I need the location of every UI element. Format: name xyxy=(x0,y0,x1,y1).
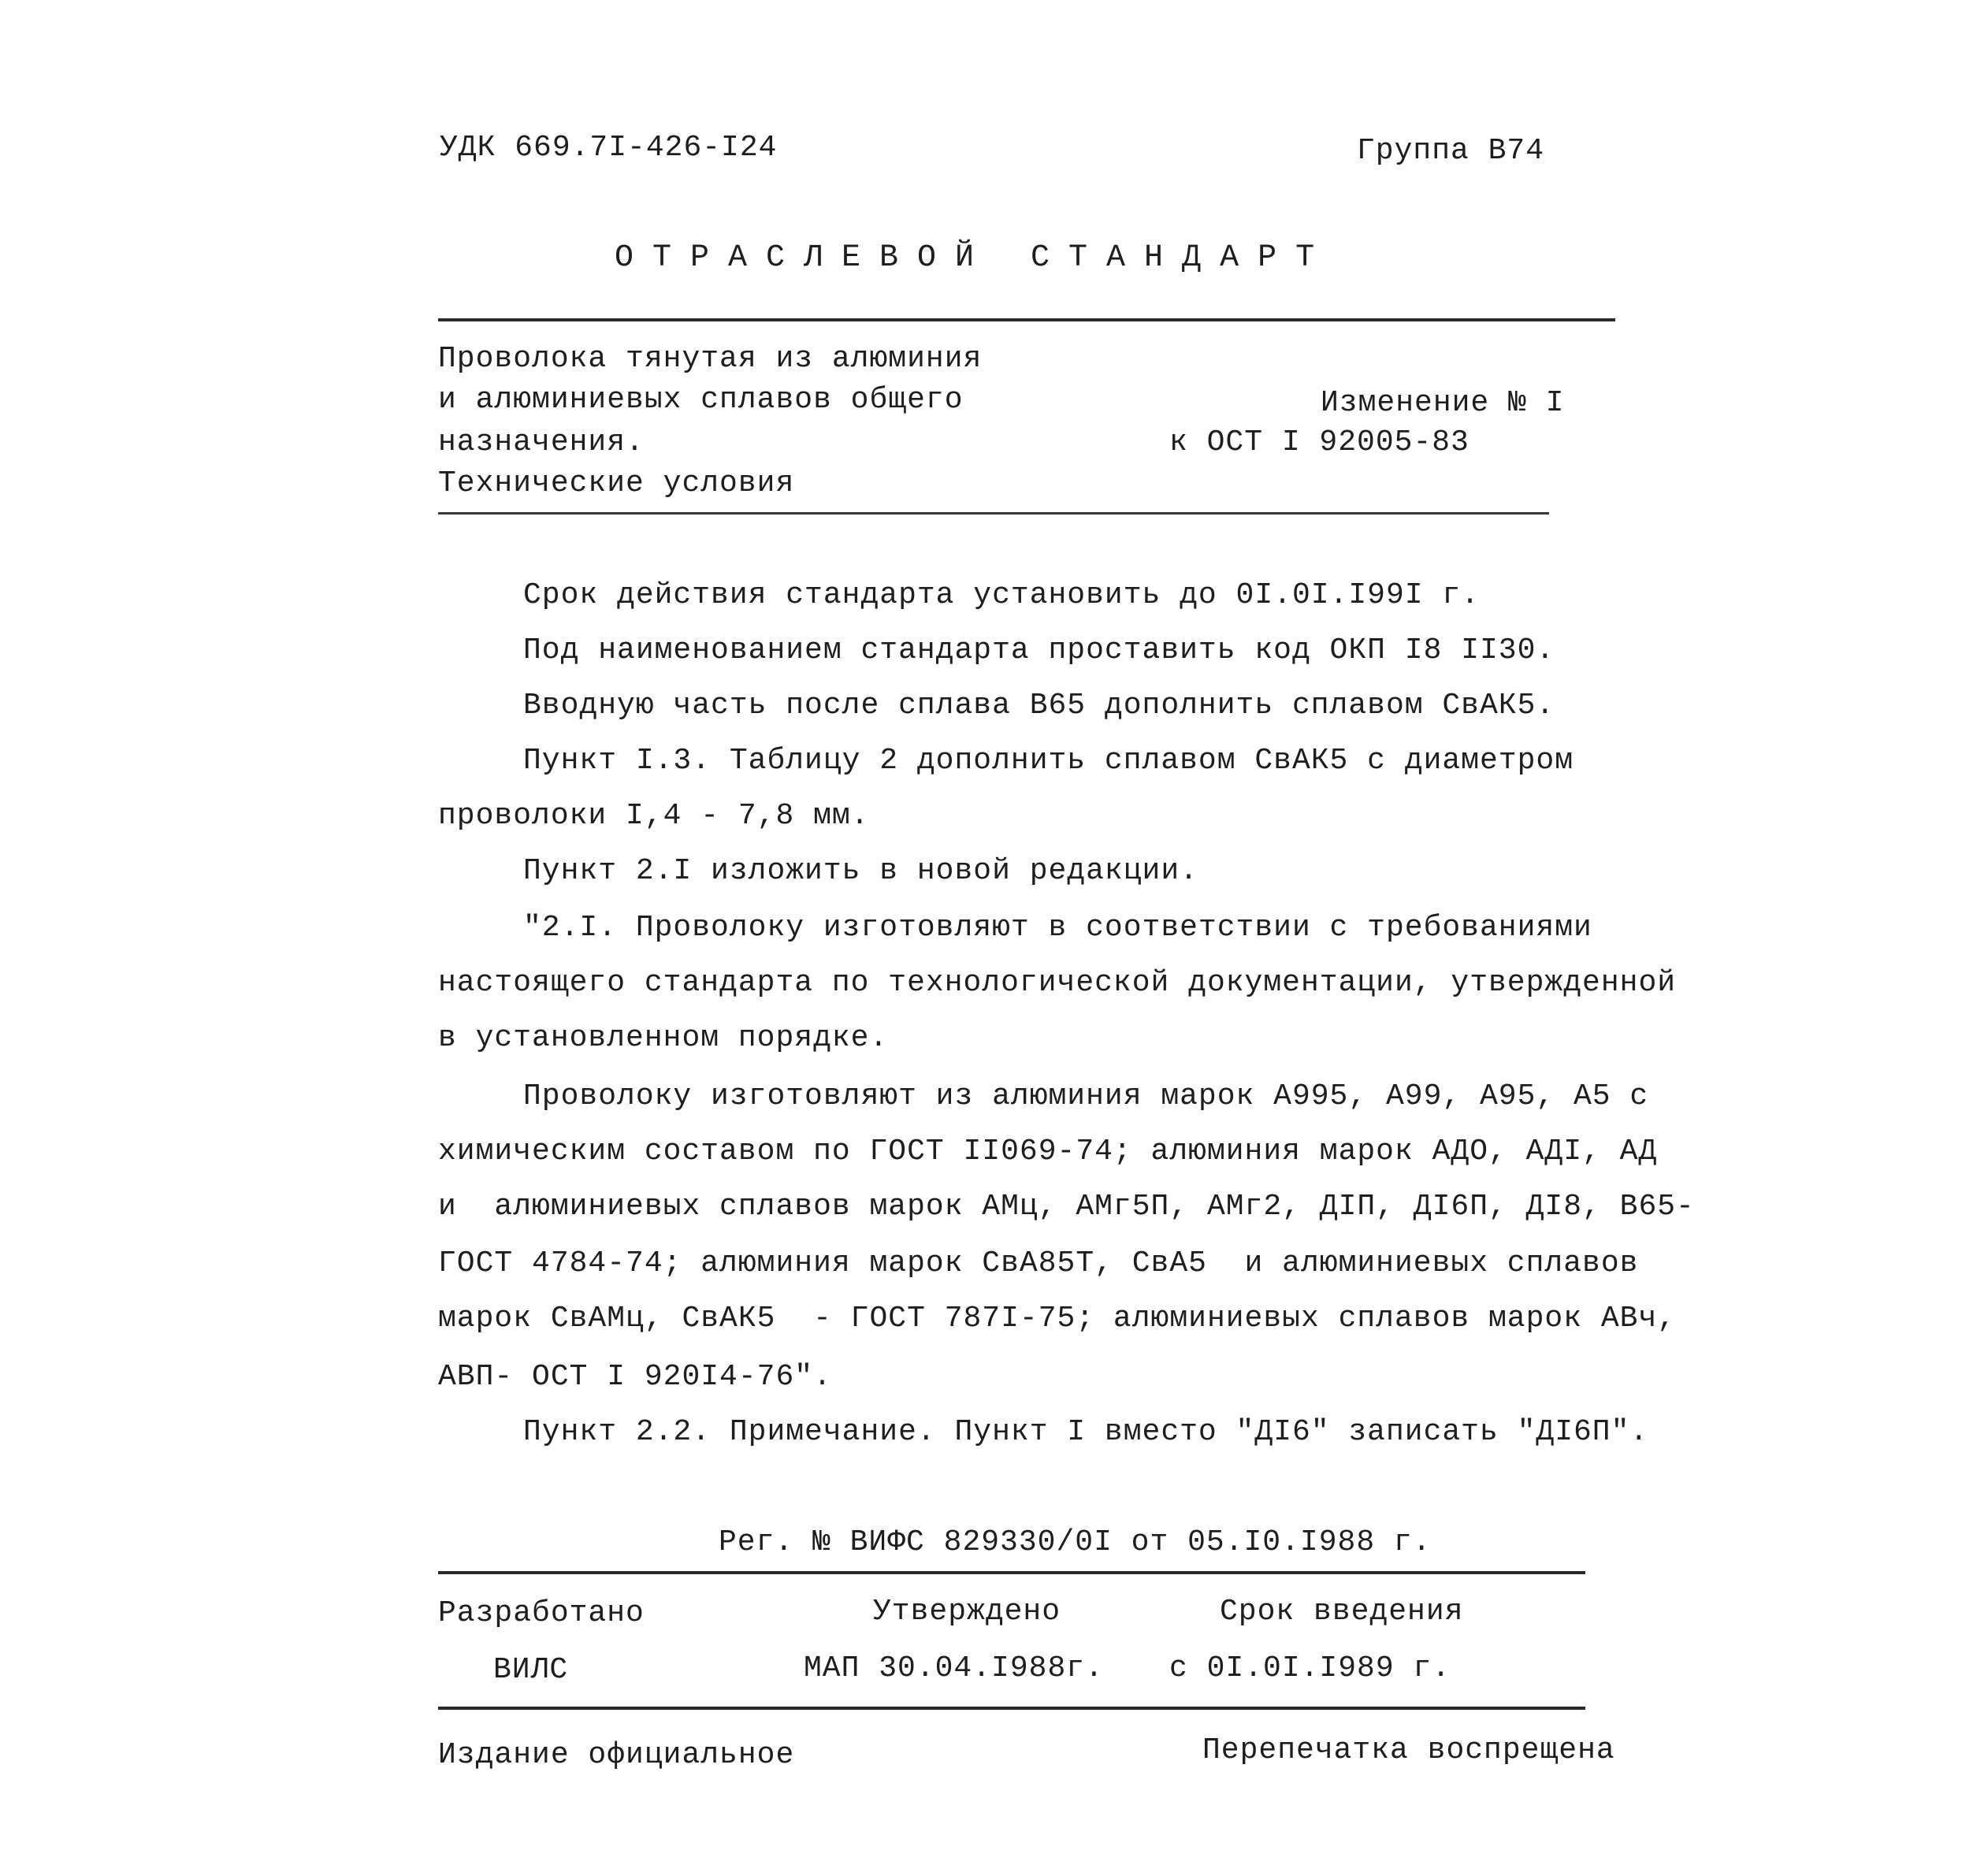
body-line: Пункт 2.2. Примечание. Пункт I вместо "ДI6" записать "ДI6П". xyxy=(523,1415,1649,1449)
body-line: Пункт I.3. Таблицу 2 дополнить сплавом СвАК5 с диаметром xyxy=(523,744,1574,778)
body-line: Вводную часть после сплава В65 дополнить сплавом СвАК5. xyxy=(523,689,1555,723)
body-line: Проволоку изготовляют из алюминия марок А995, А99, А95, А5 с xyxy=(523,1079,1649,1113)
effective-date-value: с 0I.0I.I989 г. xyxy=(1169,1651,1451,1685)
developed-by-header: Разработано xyxy=(438,1596,645,1630)
body-line: ГОСТ 4784-74; алюминия марок СвА85Т, СвА5 и алюминиевых сплавов xyxy=(438,1246,1639,1280)
effective-date-header: Срок введения xyxy=(1220,1595,1464,1629)
reprint-prohibited: Перепечатка воспрещена xyxy=(1202,1733,1615,1767)
body-line: Под наименованием стандарта проставить код ОКП I8 II30. xyxy=(523,633,1555,667)
body-line: проволоки I,4 - 7,8 мм. xyxy=(438,799,870,833)
title-line-4: Технические условия xyxy=(438,466,795,500)
body-line: марок СвАМц, СвАК5 - ГОСТ 787I-75; алюминиевых сплавов марок АВч, xyxy=(438,1302,1677,1335)
footer-top-rule xyxy=(438,1571,1585,1574)
registration-number: Рег. № ВИФС 829330/0I от 05.I0.I988 г. xyxy=(719,1525,1432,1559)
body-line: "2.I. Проволоку изготовляют в соответствии с требованиями xyxy=(523,911,1592,945)
title-bottom-rule xyxy=(438,512,1549,515)
title-line-2: и алюминиевых сплавов общего xyxy=(438,383,964,417)
top-rule xyxy=(438,318,1615,321)
group-code: Группа В74 xyxy=(1357,134,1545,168)
approved-value: МАП 30.04.I988г. xyxy=(804,1651,1104,1685)
title-line-3: назначения. xyxy=(438,425,645,459)
body-line: АВП- ОСТ I 920I4-76". xyxy=(438,1360,832,1394)
footer-bottom-rule xyxy=(438,1707,1585,1710)
developed-by-value: ВИЛС xyxy=(493,1653,569,1687)
body-line: в установленном порядке. xyxy=(438,1021,889,1055)
body-line: химическим составом по ГОСТ II069-74; алюминия марок АДО, АДI, АД xyxy=(438,1135,1658,1168)
body-line: и алюминиевых сплавов марок АМц, АМг5П, АМг2, ДIП, ДI6П, ДI8, В65- xyxy=(438,1190,1695,1224)
title-line-1: Проволока тянутая из алюминия xyxy=(438,342,983,376)
udk-code: УДК 669.7I-426-I24 xyxy=(440,131,778,165)
body-line: Пункт 2.I изложить в новой редакции. xyxy=(523,854,1198,888)
standard-type-heading: ОТРАСЛЕВОЙ СТАНДАРТ xyxy=(615,240,1334,276)
body-line: настоящего стандарта по технологической документации, утвержденной xyxy=(438,966,1677,1000)
official-edition: Издание официальное xyxy=(438,1738,795,1772)
change-number: Изменение № I xyxy=(1321,386,1565,420)
ost-reference: к ОСТ I 92005-83 xyxy=(1169,425,1470,459)
approved-header: Утверждено xyxy=(873,1595,1061,1629)
body-line: Срок действия стандарта установить до 0I.0I.I99I г. xyxy=(523,578,1480,612)
